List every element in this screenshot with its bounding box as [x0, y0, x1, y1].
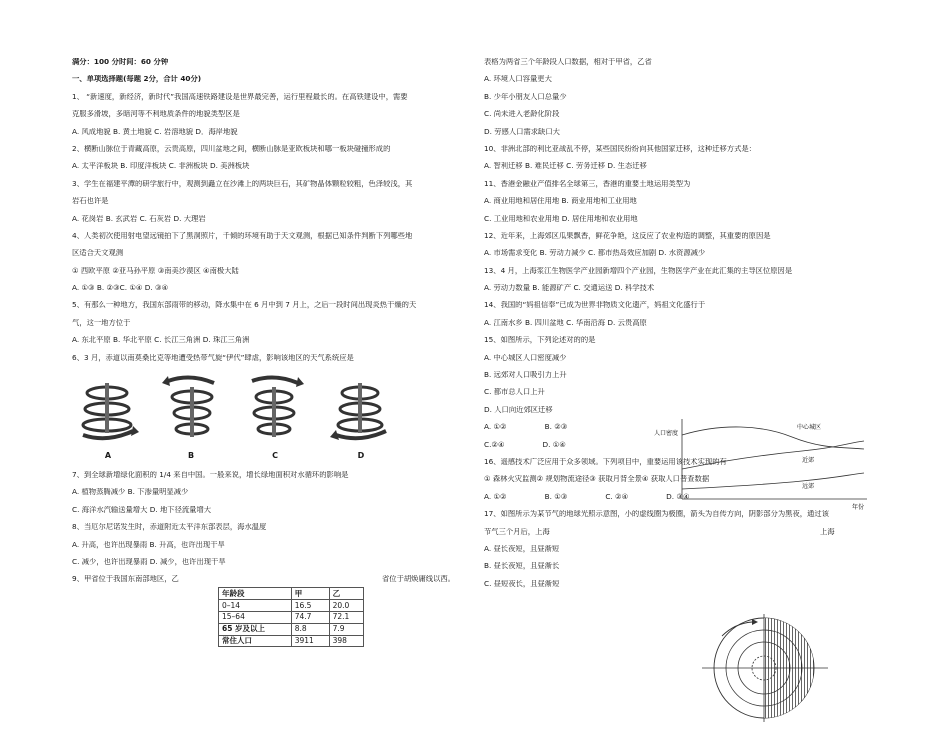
question-line: A. 太平洋板块 B. 印度洋板块 C. 非洲板块 D. 美洲板块 — [72, 162, 250, 171]
earth-illumination-diagram — [702, 608, 832, 726]
weather-system-figures — [72, 371, 467, 471]
question-line: 2、横断山脉位于青藏高原，云贵高原，四川盆地之间，横断山脉是亚欧板块和哪一板块碰撞形成的 — [72, 144, 391, 153]
question-line: A. 升高，也许出现暴雨 B. 升高，也许出现干旱 — [72, 540, 225, 549]
answer-choice: C. ②④ — [605, 492, 629, 501]
answer-choice: D. ③④ — [666, 492, 690, 501]
left-questions-part1 — [72, 93, 467, 371]
chart-xlabel: 年份 — [852, 504, 865, 511]
section-title: 一、单项选择题(每题 2分，合计 40分) — [72, 75, 202, 84]
table-cell: 8.8 — [291, 623, 329, 635]
question-line: 15、如图所示，下列论述对的的是 — [484, 336, 596, 345]
question-line — [484, 528, 884, 545]
question-9-line — [72, 575, 467, 587]
question-line: 14、我国的“妈祖信奉”已成为世界非物质文化遗产，妈祖文化盛行于 — [484, 301, 706, 310]
answer-choice: B. ①③ — [544, 492, 568, 501]
question-line: B. 少年小朋友人口总量少 — [484, 92, 567, 101]
question-line: 6、3 月，赤道以南莫桑比克等地遭受热带气旋“伊代”肆虐，影响该地区的天气系统应是 — [72, 353, 354, 362]
answer-choice: C.②④ — [484, 440, 505, 449]
table-cell: 74.7 — [291, 611, 329, 623]
table-row — [219, 635, 364, 647]
table-header-row — [219, 588, 364, 600]
question-line: 12、近年来，上海郊区瓜果飘香，鲜花争艳，这反应了农业构造的调整，其重要的原因是 — [484, 231, 771, 240]
series-label: 中心城区 — [797, 424, 822, 431]
question-line: 8、当厄尔尼诺发生时，赤道附近太平洋东部表层，海水温度 — [72, 523, 267, 532]
question-line: A. 劳动力数量 B. 能源矿产 C. 交通运送 D. 科学技术 — [484, 284, 655, 293]
table-cell: 0–14 — [219, 600, 292, 612]
table-row — [219, 600, 364, 612]
answer-choice: B. ②③ — [544, 423, 568, 432]
question-line: 克服多滑坡，多暗河等不利地质条件的地貌类型区是 — [72, 110, 240, 119]
weather-figure-b — [160, 371, 222, 463]
left-column — [72, 58, 467, 647]
question-line: D. 劳感人口需求缺口大 — [484, 127, 560, 136]
figure-label: D — [357, 451, 365, 461]
table-cell: 3911 — [291, 635, 329, 647]
q15-option: C. 都市总人口上升 — [484, 388, 545, 397]
right-column — [484, 58, 884, 597]
question-line: 5、有那么一种地方，我国东部雨带的移动，降水集中在 6 月中到 7 月上，之后一段时间出现炎热干燥的天 — [72, 301, 417, 310]
q15-option: B. 远郊对人口吸引力上升 — [484, 371, 567, 380]
question-line: A. 花岗岩 B. 玄武岩 C. 石灰岩 D. 大理岩 — [72, 214, 206, 223]
answer-choice: A. ①② — [484, 492, 507, 501]
question-line: A. 智利迁移 B. 难民迁移 C. 劳务迁移 D. 生态迁移 — [484, 162, 647, 171]
question-line: 表格为两省三个年龄段人口数据，相对于甲省，乙省 — [484, 58, 652, 66]
answer-choice: D. ①④ — [542, 440, 566, 449]
cyclone-icon — [77, 371, 139, 451]
q17-line2: 节气三个月后，上海 — [484, 527, 550, 536]
question-line: A. 商业用地和居住用地 B. 商业用地和工业用地 — [484, 197, 637, 206]
series-line-near — [682, 441, 864, 469]
weather-figure-c — [244, 371, 306, 463]
question-line: 3、学生在福建平潭的研学旅行中，观测到矗立在沙滩上的两块巨石，其矿物晶体颗粒较粗，色泽较浅，其 — [72, 179, 413, 188]
question-line: A. 环境人口容量更大 — [484, 75, 552, 84]
question-line: C. 尚未进入老龄化阶段 — [484, 110, 560, 119]
q17-option: B. 昼长夜短，且昼渐长 — [484, 562, 560, 571]
table-cell: 20.0 — [329, 600, 363, 612]
q17-city: 上海 — [820, 527, 835, 536]
question-line: 7、到全球新增绿化面积的 1/4 来自中国。一般来说，增长绿地面积对水循环的影响是 — [72, 471, 349, 480]
anticyclone-icon — [330, 371, 392, 451]
table-cell: 72.1 — [329, 611, 363, 623]
figure-label: C — [272, 451, 278, 461]
question-line: A. 植物蒸腾减少 B. 下渗量明显减少 — [72, 488, 189, 497]
question-line: 4、人类初次使用射电望远镜拍下了黑洞照片，千倾的环境有助于天文观测，根据已知条件判断下列哪些地 — [72, 231, 413, 240]
figure-label: B — [187, 451, 195, 461]
question-line: 1、 “新速度，新经济，新时代”我国高速铁路建设是世界最完善，运行里程最长的。在高铁建设中，需要 — [72, 92, 408, 101]
figure-label: A — [104, 451, 112, 461]
table-header-cell: 乙 — [329, 588, 363, 600]
table-cell: 398 — [329, 635, 363, 647]
table-header-cell: 甲 — [291, 588, 329, 600]
question-line: 气，这一地方位于 — [72, 318, 131, 327]
question-line: A. ①③ B. ②③C. ①④ D. ③④ — [72, 284, 169, 293]
question-line: A. 东北平原 B. 华北平原 C. 长江三角洲 D. 珠江三角洲 — [72, 336, 250, 345]
population-table — [218, 587, 364, 647]
q15-option: A. 中心城区人口密度减少 — [484, 353, 567, 362]
q17-option: A. 昼长夜短，且昼渐短 — [484, 544, 560, 553]
question-line: 岩石也许是 — [72, 197, 109, 206]
answer-choice: A. ①② — [484, 423, 507, 432]
q9-part2: 省位于胡焕庸线以西。 — [382, 575, 455, 584]
q9-part1: 9、甲省位于我国东南部地区，乙 — [72, 575, 179, 584]
question-line: A. 风成地貌 B. 黄土地貌 C. 岩溶地貌 D．海岸地貌 — [72, 127, 238, 136]
question-line: ① 西欧平原 ②亚马孙平原 ③南美沙漠区 ④南极大陆 — [72, 266, 239, 275]
globe-icon — [702, 608, 832, 726]
question-line: C. 减少，也许出现暴雨 D. 减少，也许出现干旱 — [72, 557, 226, 566]
table-row — [219, 611, 364, 623]
table-cell: 65 岁及以上 — [219, 623, 292, 635]
question-line: 16、遥感技术广泛应用于众多领域。下列项目中，重要运用该技术实现的有 — [484, 457, 727, 466]
table-header-cell: 年龄段 — [219, 588, 292, 600]
question-line: A. 市场需求变化 B. 劳动力减少 C. 都市热岛效应加剧 D. 水资源减少 — [484, 249, 706, 258]
table-cell: 常住人口 — [219, 635, 292, 647]
q17-option: C. 昼短夜长，且昼渐短 — [484, 579, 560, 588]
left-questions-part2 — [72, 471, 467, 575]
question-line: 13、4 月，上海浆江生物医学产业园新增四个产业园，生物医学产业在此汇集的主导区位原因是 — [484, 266, 793, 275]
question-line: 区适合天文观测 — [72, 249, 124, 258]
series-line-far — [682, 473, 864, 489]
table-row — [219, 623, 364, 635]
series-label: 近郊 — [802, 457, 815, 464]
question-line: C. 工业用地和农业用地 D. 居住用地和农业用地 — [484, 214, 638, 223]
score-time-header: 满分：100 分时间：60 分钟 — [72, 58, 169, 66]
population-table-wrap — [72, 587, 467, 647]
question-line: A. 江南水乡 B. 四川盆地 C. 华南沿海 D. 云贵高原 — [484, 318, 647, 327]
series-label: 远郊 — [802, 483, 815, 490]
weather-figure-a — [77, 371, 139, 463]
cyclone-icon — [244, 371, 306, 451]
line-chart — [652, 413, 872, 513]
question-line: 17、如图所示为某节气的地球光照示意图，小的虚线圈为极圈，箭头为自传方向，阴影部分为黑夜，通过该 — [484, 510, 829, 519]
question-line: C. 海洋水汽输送量增大 D. 地下径流量增大 — [72, 505, 212, 514]
question-line: ① 森林火灾监测② 规划物流途径③ 获取月背全景④ 获取人口普查数据 — [484, 475, 710, 484]
table-cell: 16.5 — [291, 600, 329, 612]
q15-option: D. 人口向近郊区迁移 — [484, 405, 553, 414]
table-cell: 15–64 — [219, 611, 292, 623]
population-density-chart — [652, 413, 872, 513]
series-line-center — [682, 427, 864, 449]
anticyclone-icon — [160, 371, 222, 451]
question-line: 11、香港金融业产值排名全球第三，香港的重要土地运用类型为 — [484, 179, 691, 188]
question-line: 10、非洲北部的利比亚战乱不停，某些国民纷纷向其他国家迁移，这种迁移方式是： — [484, 144, 756, 153]
table-cell: 7.9 — [329, 623, 363, 635]
chart-ylabel: 人口密度 — [654, 430, 679, 437]
weather-figure-d — [330, 371, 392, 463]
